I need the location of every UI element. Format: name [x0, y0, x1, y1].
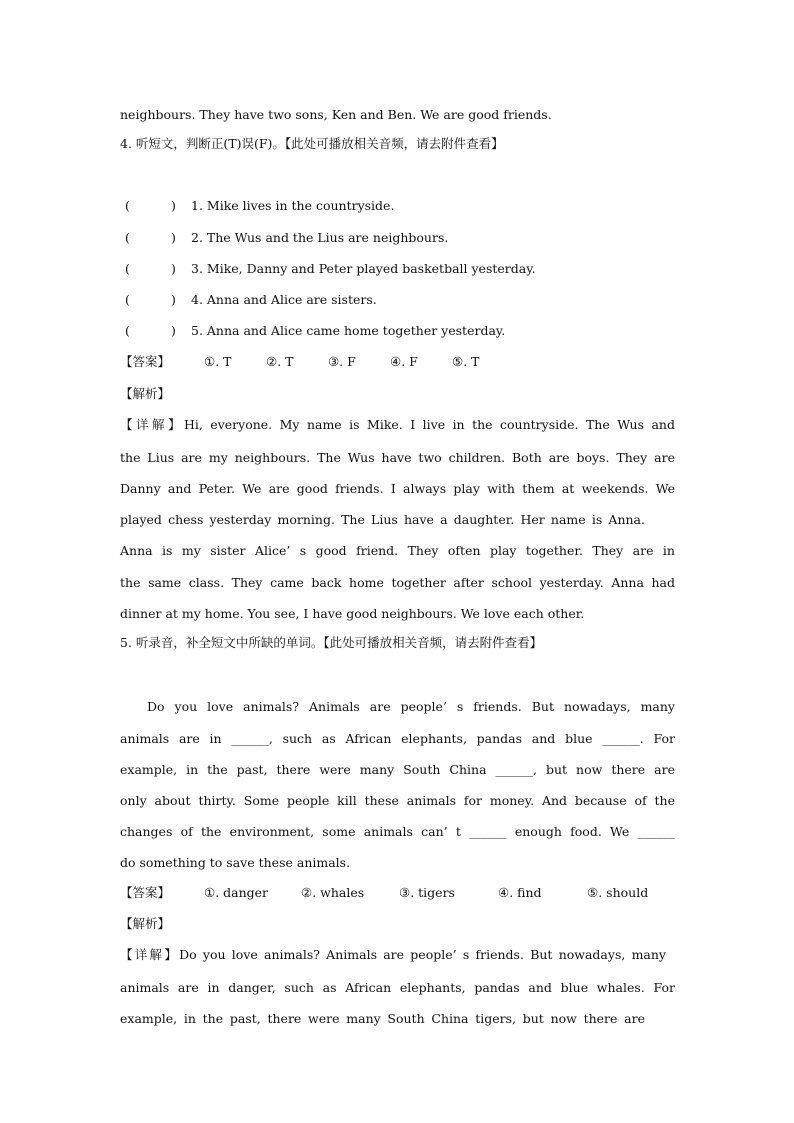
answer-item: ③. tigers: [399, 885, 455, 900]
paren-open: (: [125, 323, 130, 338]
q4-item: [125, 198, 394, 214]
answer-label: 【答案】: [120, 354, 171, 369]
paren-close: ): [171, 198, 176, 213]
paren-close: ): [171, 292, 176, 307]
answer-label: 【答案】: [120, 885, 171, 900]
q4-answer-row: [120, 354, 480, 370]
q5-detail-line: example, in the past, there were many South China tigers, but now there are: [120, 1011, 645, 1026]
q5-title: 5. 听录音，补全短文中所缺的单词。【此处可播放相关音频，请去附件查看】: [120, 635, 543, 650]
continuation-line: neighbours. They have two sons, Ken and Ben. We are good friends.: [120, 107, 552, 122]
paren-close: ): [171, 323, 176, 338]
answer-item: ④. F: [390, 354, 418, 369]
q5-passage-line: example, in the past, there were many South China ______, but now there are: [120, 762, 675, 777]
answer-item: ②. whales: [301, 885, 365, 900]
q5-detail-line: [120, 947, 666, 963]
q4-item-text: 5. Anna and Alice came home together yesterday.: [191, 323, 506, 338]
q5-passage-line: do something to save these animals.: [120, 855, 351, 870]
detail-label: 【详解】: [120, 947, 180, 962]
q5-passage-line: Do you love animals? Animals are people’ s friends. But nowadays, many: [147, 699, 675, 714]
q4-item-text: 2. The Wus and the Lius are neighbours.: [191, 230, 449, 245]
q5-detail-line: animals are in danger, such as African elephants, pandas and blue whales. For: [120, 980, 675, 995]
answer-item: ⑤. should: [587, 885, 649, 900]
detail-label: 【详解】: [120, 417, 184, 432]
answer-item: ③. F: [328, 354, 356, 369]
answer-item: ②. T: [266, 354, 294, 369]
q4-item-text: 4. Anna and Alice are sisters.: [191, 292, 377, 307]
q4-item: [125, 261, 536, 277]
detail-text: Do you love animals? Animals are people’ s friends. But nowadays, many: [179, 947, 666, 962]
q4-item-text: 3. Mike, Danny and Peter played basketball yesterday.: [191, 261, 536, 276]
paren-open: (: [125, 292, 130, 307]
answer-item: ①. danger: [204, 885, 269, 900]
q5-answer-row: [120, 885, 648, 901]
q4-item: [125, 230, 448, 246]
q5-analysis-label: 【解析】: [120, 916, 171, 931]
q5-passage-line: changes of the environment, some animals can’ t ______ enough food. We ______: [120, 824, 675, 839]
paren-close: ): [171, 230, 176, 245]
q4-item-text: 1. Mike lives in the countryside.: [191, 198, 395, 213]
q4-detail-line: the same class. They came back home together after school yesterday. Anna had: [120, 575, 675, 590]
answer-item: ④. find: [498, 885, 542, 900]
detail-text: Hi, everyone. My name is Mike. I live in the countryside. The Wus and: [183, 417, 675, 432]
q4-detail-line: dinner at my home. You see, I have good neighbours. We love each other.: [120, 606, 585, 621]
paren-open: (: [125, 261, 130, 276]
answer-item: ⑤. T: [452, 354, 480, 369]
q4-title: 4. 听短文，判断正(T)误(F)。【此处可播放相关音频，请去附件查看】: [120, 136, 504, 151]
q4-detail-line: the Lius are my neighbours. The Wus have two children. Both are boys. They are: [120, 450, 675, 465]
q4-detail-line: played chess yesterday morning. The Lius have a daughter. Her name is Anna.: [120, 512, 645, 527]
q4-item: [125, 323, 505, 339]
q4-item: [125, 292, 377, 308]
q4-detail-line: [120, 417, 675, 433]
q4-analysis-label: 【解析】: [120, 386, 171, 401]
paren-close: ): [171, 261, 176, 276]
paren-open: (: [125, 198, 130, 213]
q5-passage-line: only about thirty. Some people kill these animals for money. And because of the: [120, 793, 675, 808]
q4-detail-line: Danny and Peter. We are good friends. I always play with them at weekends. We: [120, 481, 675, 496]
answer-item: ①. T: [204, 354, 232, 369]
q4-detail-line: Anna is my sister Alice’ s good friend. They often play together. They are in: [120, 543, 675, 558]
paren-open: (: [125, 230, 130, 245]
q5-passage-line: animals are in ______, such as African elephants, pandas and blue ______. For: [120, 731, 675, 746]
